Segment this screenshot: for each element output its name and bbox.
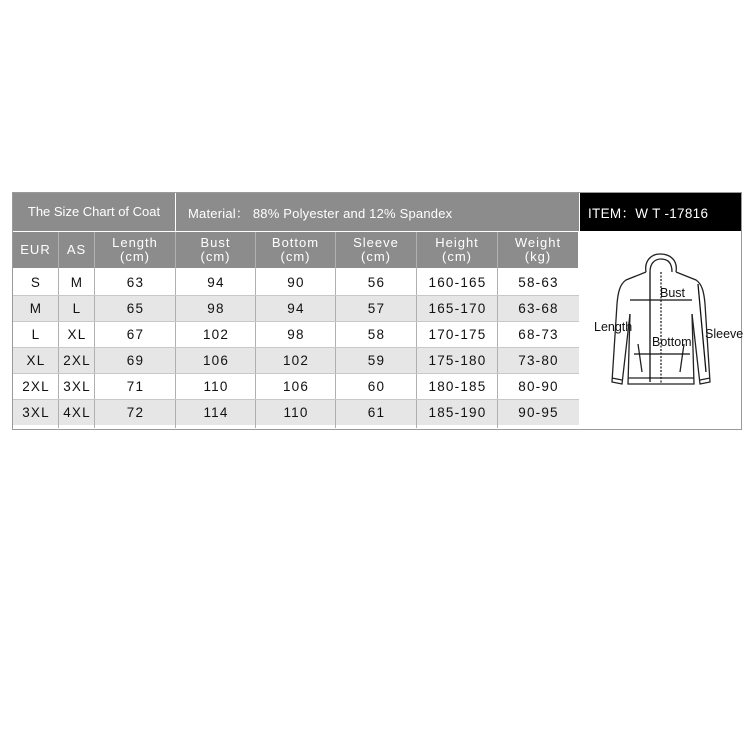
- column-header-unit: (cm): [361, 249, 391, 264]
- table-cell: 60: [367, 378, 386, 394]
- table-cell: 175-180: [428, 352, 487, 368]
- column-header: [498, 232, 578, 268]
- table-cell: 58: [367, 326, 386, 342]
- table-cell: 94: [287, 300, 305, 316]
- table-cell: 58-63: [518, 274, 559, 290]
- table-cell: XL: [67, 326, 87, 342]
- table-cell: M: [29, 300, 43, 316]
- size-chart: [12, 192, 742, 430]
- table-cell: XL: [26, 352, 46, 368]
- row-divider: [13, 373, 579, 374]
- sleeve-label: Sleeve: [705, 327, 744, 341]
- table-cell: 98: [207, 300, 225, 316]
- column-header-label: Weight: [514, 235, 562, 250]
- table-cell: 73-80: [518, 352, 559, 368]
- table-cell: 3XL: [22, 404, 50, 420]
- column-header: [417, 232, 497, 268]
- length-label: Length: [594, 320, 633, 334]
- table-cell: 69: [126, 352, 145, 368]
- table-cell: 106: [202, 352, 230, 368]
- table-cell: 170-175: [428, 326, 487, 342]
- column-header: [336, 232, 416, 268]
- column-header-unit: (kg): [524, 249, 552, 264]
- bottom-label: Bottom: [652, 335, 692, 349]
- row-divider: [13, 321, 579, 322]
- column-header: [95, 232, 175, 268]
- table-cell: 80-90: [518, 378, 559, 394]
- table-cell: 185-190: [428, 404, 487, 420]
- table-cell: 90-95: [518, 404, 559, 420]
- table-cell: 3XL: [63, 378, 91, 394]
- column-header-label: Bottom: [271, 235, 320, 250]
- column-header: [176, 232, 255, 268]
- column-header: [256, 232, 335, 268]
- column-header-unit: (cm): [280, 249, 311, 264]
- table-cell: 180-185: [428, 378, 487, 394]
- measurement-diagram: [580, 232, 744, 428]
- table-cell: 63-68: [518, 300, 559, 316]
- column-header-unit: (cm): [200, 249, 231, 264]
- table-cell: 65: [126, 300, 145, 316]
- table-cell: L: [31, 326, 41, 342]
- table-cell: 63: [126, 274, 145, 290]
- table-cell: 98: [287, 326, 305, 342]
- table-cell: 71: [126, 378, 145, 394]
- bust-label: Bust: [660, 286, 686, 300]
- table-cell: 68-73: [518, 326, 559, 342]
- material-info: Material： 88% Polyester and 12% Spandex: [176, 193, 579, 231]
- table-cell: 4XL: [63, 404, 91, 420]
- table-cell: 110: [203, 378, 229, 394]
- column-header-unit: (cm): [120, 249, 150, 264]
- column-header-label: Height: [435, 235, 479, 250]
- table-cell: 59: [367, 352, 386, 368]
- column-header-label: Bust: [200, 235, 231, 250]
- table-cell: 2XL: [63, 352, 91, 368]
- table-cell: 2XL: [22, 378, 50, 394]
- table-cell: 57: [367, 300, 386, 316]
- table-cell: M: [70, 274, 84, 290]
- row-divider: [13, 399, 579, 400]
- table-cell: 114: [203, 404, 229, 420]
- column-header: [59, 232, 94, 268]
- row-divider: [13, 295, 579, 296]
- table-cell: 102: [202, 326, 230, 342]
- table-cell: 67: [126, 326, 145, 342]
- column-header-label: Sleeve: [353, 235, 399, 250]
- table-cell: 90: [287, 274, 305, 290]
- table-cell: L: [72, 300, 82, 316]
- table-cell: 72: [126, 404, 145, 420]
- table-cell: 110: [283, 404, 309, 420]
- row-divider: [13, 347, 579, 348]
- table-cell: 106: [282, 378, 310, 394]
- column-header: [13, 232, 58, 268]
- table-cell: 165-170: [428, 300, 487, 316]
- table-cell: 94: [207, 274, 225, 290]
- table-cell: 61: [367, 404, 386, 420]
- column-header-unit: (cm): [442, 249, 472, 264]
- item-code: ITEM：W T -17816: [580, 193, 741, 231]
- column-header-label: EUR: [20, 242, 51, 257]
- table-cell: 160-165: [428, 274, 487, 290]
- table-cell: 102: [282, 352, 310, 368]
- table-cell: 56: [367, 274, 386, 290]
- table-cell: S: [30, 274, 42, 290]
- column-header-label: AS: [66, 242, 87, 257]
- chart-title: The Size Chart of Coat: [13, 193, 175, 231]
- column-header-label: Length: [112, 235, 158, 250]
